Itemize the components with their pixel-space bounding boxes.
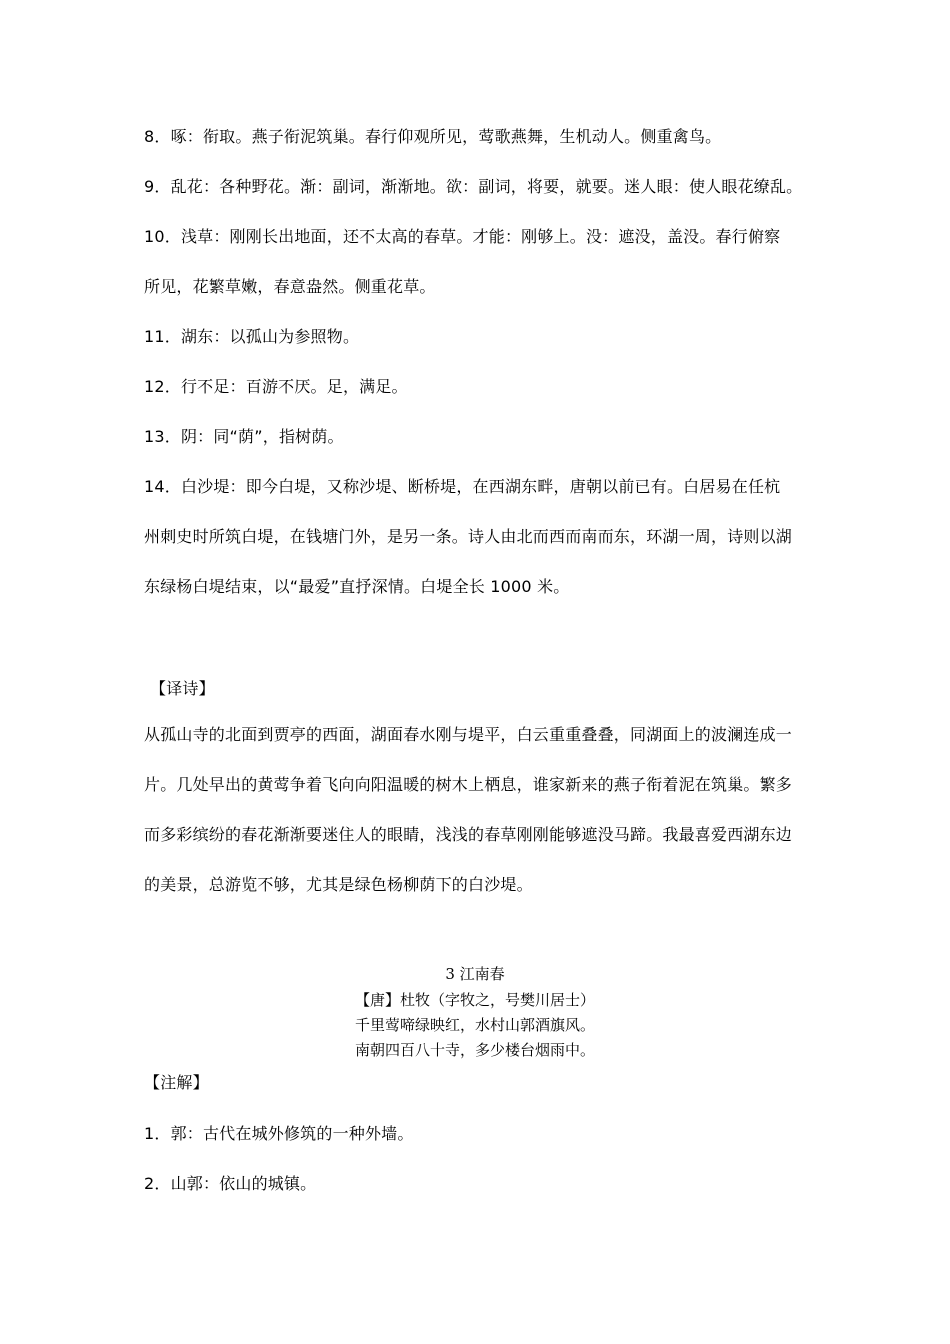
translation-heading: 【译诗】 — [150, 679, 215, 698]
note-14: 14．白沙堤：即今白堤，又称沙堤、断桥堤，在西湖东畔，唐朝以前已有。白居易在任杭 — [144, 477, 781, 496]
translation-line: 片。几处早出的黄莺争着飞向向阳温暖的树木上栖息，谁家新来的燕子衔着泥在筑巢。繁多 — [144, 775, 793, 794]
poem-line: 千里莺啼绿映红，水村山郭酒旗风。 — [354, 1016, 595, 1034]
poem-title: 3 江南春 — [445, 965, 505, 983]
note-13: 13．阴：同“荫”，指树荫。 — [144, 427, 344, 446]
note-14-continued: 州刺史时所筑白堤，在钱塘门外，是另一条。诗人由北而西而南而东，环湖一周，诗则以湖 — [144, 527, 793, 546]
note-item: 2．山郭：依山的城镇。 — [144, 1174, 317, 1193]
note-14-end: 东绿杨白堤结束，以“最爱”直抒深情。白堤全长 1000 米。 — [144, 577, 570, 596]
note-12: 12．行不足：百游不厌。足，满足。 — [144, 377, 408, 396]
note-9: 9．乱花：各种野花。渐：副词，渐渐地。欲：副词，将要，就要。迷人眼：使人眼花缭乱。 — [144, 177, 803, 196]
poem-line: 南朝四百八十寺，多少楼台烟雨中。 — [354, 1041, 595, 1059]
translation-line: 从孤山寺的北面到贾亭的西面，湖面春水刚与堤平，白云重重叠叠，同湖面上的波澜连成一 — [144, 725, 793, 744]
notes-heading: 【注解】 — [144, 1073, 209, 1092]
note-10: 10．浅草：刚刚长出地面，还不太高的春草。才能：刚够上。没：遮没，盖没。春行俯察 — [144, 227, 781, 246]
translation-line: 的美景，总游览不够，尤其是绿色杨柳荫下的白沙堤。 — [144, 875, 533, 894]
note-10-continued: 所见，花繁草嫩，春意盎然。侧重花草。 — [144, 277, 436, 296]
translation-line: 而多彩缤纷的春花渐渐要迷住人的眼睛，浅浅的春草刚刚能够遮没马蹄。我最喜爱西湖东边 — [144, 825, 793, 844]
note-11: 11．湖东：以孤山为参照物。 — [144, 327, 360, 346]
note-item: 1．郭：古代在城外修筑的一种外墙。 — [144, 1124, 414, 1143]
poem-author: 【唐】杜牧（字牧之，号樊川居士） — [354, 991, 595, 1009]
note-8: 8．啄：衔取。燕子衔泥筑巢。春行仰观所见，莺歌燕舞，生机动人。侧重禽鸟。 — [144, 127, 722, 146]
